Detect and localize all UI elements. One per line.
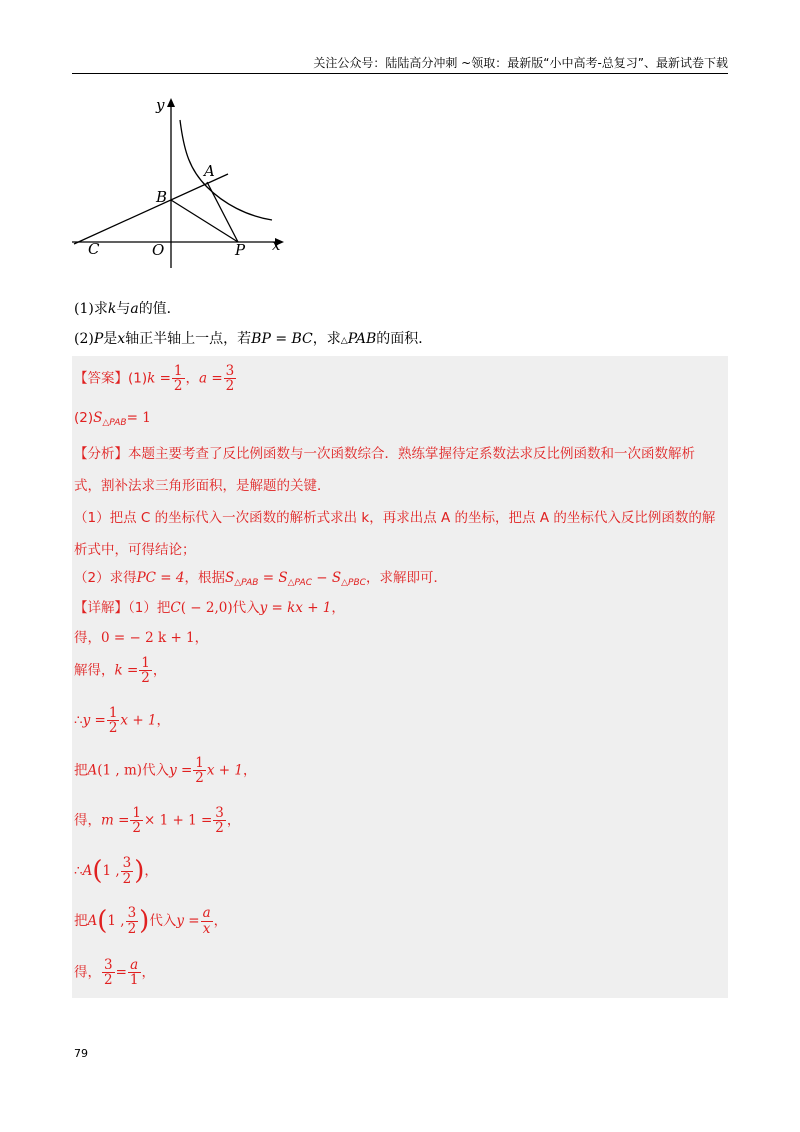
q1-prefix: (1)求 — [74, 301, 108, 317]
frac-den: 2 — [108, 720, 118, 737]
analysis-s3-sub: △PBC — [341, 578, 366, 588]
frac-den: 2 — [173, 378, 183, 395]
label-A: A — [204, 162, 215, 180]
analysis-line-2: 式，割补法求三角形面积，是解题的关键． — [74, 478, 331, 494]
detail-s2-eq: 0 = − 2 k + 1 — [101, 630, 195, 646]
detail-s5c: ， — [243, 762, 257, 779]
label-y: y — [156, 96, 165, 114]
detail-s9-eq: = — [115, 964, 127, 981]
frac-num: 1 — [195, 755, 204, 771]
graph-svg — [72, 92, 302, 272]
coordinate-figure — [72, 92, 302, 276]
detail-tag: 【详解】 — [74, 600, 128, 616]
detail-s5-x: x + 1 — [206, 762, 243, 779]
detail-line-8 — [74, 906, 227, 936]
y-axis-arrow — [167, 98, 175, 107]
frac-num: 1 — [141, 655, 150, 671]
answer-S: S — [93, 410, 103, 426]
detail-s4-frac — [107, 706, 120, 735]
analysis-line-4: 析式中，可得结论； — [74, 542, 196, 558]
hyperbola-curve — [180, 120, 272, 220]
frac-num: 3 — [215, 805, 224, 821]
detail-s8b: 代入 — [149, 913, 177, 929]
analysis-line-1 — [74, 442, 695, 462]
detail-s5-y: y = — [169, 762, 193, 779]
frac-num: a — [128, 958, 141, 973]
detail-s9-frac1 — [102, 958, 115, 987]
detail-s1c: ， — [331, 600, 345, 616]
detail-s9a: 得， — [74, 964, 101, 981]
detail-s3a: 解得， — [74, 662, 115, 679]
detail-C-point: ( − 2,0) — [180, 600, 233, 616]
q1-k: k — [107, 301, 117, 317]
answer-tag: 【答案】 — [74, 370, 128, 387]
frac-num: 3 — [127, 905, 137, 922]
segment-BP — [171, 200, 238, 242]
detail-s5b: 代入 — [142, 762, 170, 779]
detail-line-3 — [74, 656, 166, 685]
q1-mid: 与 — [116, 301, 131, 317]
detail-s4b: ， — [156, 712, 171, 729]
frac-den: 1 — [129, 972, 139, 989]
header-divider — [72, 73, 728, 74]
answer-a-eq: a = — [199, 370, 223, 387]
analysis-pc: PC = 4 — [136, 570, 185, 586]
frac-den: 2 — [215, 820, 224, 837]
detail-s8c: ， — [213, 913, 228, 929]
analysis-line-3: （1）把点 C 的坐标代入一次函数的解析式求出 k，再求出点 A 的坐标，把点 A 的坐标代入反比例函数的解 — [74, 510, 716, 526]
answer-k-eq: k = — [147, 370, 171, 387]
left-paren: ( — [97, 906, 108, 936]
detail-line-7 — [74, 856, 158, 886]
analysis-text-1: 本题主要考查了反比例函数与一次函数综合．熟练掌握待定系数法求反比例函数和一次函数解析 — [128, 446, 695, 462]
detail-s7-frac — [121, 856, 134, 885]
detail-s7-one: 1 , — [102, 863, 120, 879]
detail-s8-frac-ax — [201, 906, 213, 935]
label-C: C — [88, 240, 100, 258]
detail-line-2 — [74, 626, 208, 646]
frac-num: 3 — [122, 855, 132, 872]
answer-k-frac — [172, 364, 185, 393]
therefore-symbol: ∴ — [74, 863, 83, 879]
q2-eq: BP = BC — [251, 331, 313, 347]
q2-t2: 轴正半轴上一点，若 — [125, 331, 252, 347]
answer-part2: (2) — [74, 410, 94, 426]
analysis-eq: = — [258, 570, 279, 586]
detail-s8-y: y = — [176, 913, 200, 929]
detail-s5-point: (1 , m) — [97, 762, 143, 779]
analysis-5b: ，根据 — [184, 570, 225, 586]
detail-line-1 — [74, 596, 345, 616]
label-B: B — [156, 188, 168, 206]
detail-s6a: 得， — [74, 812, 101, 829]
detail-s9-frac2 — [128, 958, 141, 987]
q2-t4: 的面积． — [376, 331, 433, 347]
frac-num: 3 — [225, 363, 235, 379]
answer-part1: (1) — [128, 370, 148, 387]
detail-s5-A: A — [87, 762, 98, 779]
analysis-s3: S — [331, 570, 342, 586]
answer-a-frac — [224, 364, 237, 393]
analysis-s1-sub: △PAB — [234, 578, 259, 588]
line-CBA — [74, 174, 228, 244]
detail-s2b: ， — [194, 630, 209, 646]
frac-num: a — [202, 905, 211, 922]
frac-den: 2 — [122, 870, 132, 887]
detail-C: C — [170, 600, 181, 616]
answer-line-2 — [74, 410, 151, 428]
analysis-s2-sub: △PAC — [287, 578, 312, 588]
detail-s3b: ， — [152, 662, 167, 679]
detail-s4-x: x + 1 — [120, 712, 157, 729]
answer-line-1 — [74, 364, 237, 393]
detail-s7b: ， — [144, 863, 158, 879]
q1-suffix: 的值． — [138, 301, 181, 317]
answer-eq1: = 1 — [126, 410, 151, 426]
frac-num: 1 — [132, 805, 141, 821]
analysis-s2: S — [278, 570, 288, 586]
detail-s1a: （1）把 — [128, 600, 171, 616]
analysis-s1: S — [225, 570, 235, 586]
detail-s5a: 把 — [74, 762, 88, 779]
detail-s8a: 把 — [74, 913, 88, 929]
label-x: x — [272, 236, 281, 254]
left-paren: ( — [92, 856, 103, 886]
question-1 — [74, 298, 181, 318]
q2-tri: △ — [340, 336, 348, 346]
frac-den: 2 — [195, 770, 204, 787]
analysis-5a: （2）求得 — [74, 570, 137, 586]
label-O: O — [152, 241, 165, 259]
analysis-minus: − — [311, 570, 332, 586]
frac-num: 1 — [173, 363, 183, 379]
page-number: 79 — [74, 1047, 88, 1060]
detail-line-6 — [74, 806, 240, 835]
right-paren: ) — [134, 856, 145, 886]
answer-comma: ， — [185, 370, 200, 387]
answer-S-sub: △PAB — [102, 418, 127, 428]
analysis-5c: ，求解即可． — [365, 570, 447, 586]
detail-s6-m: m = — [101, 812, 130, 829]
frac-den: 2 — [225, 378, 235, 395]
detail-s6-frac2 — [213, 806, 226, 835]
frac-den: 2 — [132, 820, 141, 837]
detail-s6-frac1 — [130, 806, 143, 835]
q2-x: x — [117, 331, 126, 347]
frac-den: x — [202, 920, 211, 937]
analysis-line-5 — [74, 566, 447, 588]
detail-s8-A: A — [87, 913, 98, 929]
question-2 — [74, 328, 432, 348]
label-P: P — [235, 241, 246, 259]
detail-s1-eq: y = kx + 1 — [259, 600, 332, 616]
detail-s3-frac — [139, 656, 152, 685]
detail-s3-k: k = — [114, 662, 139, 679]
frac-num: 1 — [108, 705, 118, 721]
q2-P: P — [93, 331, 104, 347]
detail-s5-frac — [193, 756, 206, 785]
therefore-symbol: ∴ — [74, 712, 83, 729]
frac-den: 2 — [127, 920, 137, 937]
frac-den: 2 — [141, 670, 150, 687]
q2-PAB: PAB — [347, 331, 377, 347]
analysis-tag: 【分析】 — [74, 446, 128, 462]
detail-s6-mid: × 1 + 1 = — [144, 812, 213, 829]
q1-a: a — [130, 301, 139, 317]
detail-line-4 — [74, 706, 170, 735]
frac-num: 3 — [104, 957, 113, 973]
detail-line-5 — [74, 756, 257, 785]
detail-s6b: ， — [226, 812, 241, 829]
page-header: 关注公众号：陆陆高分冲刺 ~领取：最新版“小中高考-总复习”、最新试卷下载 — [313, 56, 728, 70]
detail-s1b: 代入 — [232, 600, 260, 616]
frac-den: 2 — [104, 972, 113, 989]
detail-s2a: 得， — [74, 630, 101, 646]
detail-s7-A: A — [82, 863, 93, 879]
detail-s9b: ， — [141, 964, 155, 981]
q2-t1: 是 — [103, 331, 118, 347]
right-paren: ) — [139, 906, 150, 936]
q2-prefix: (2) — [74, 331, 94, 347]
detail-s4-y: y = — [82, 712, 106, 729]
detail-s8-frac — [126, 906, 139, 935]
q2-t3: ，求 — [312, 331, 341, 347]
detail-line-9 — [74, 958, 155, 987]
detail-s8-one: 1 , — [107, 913, 125, 929]
